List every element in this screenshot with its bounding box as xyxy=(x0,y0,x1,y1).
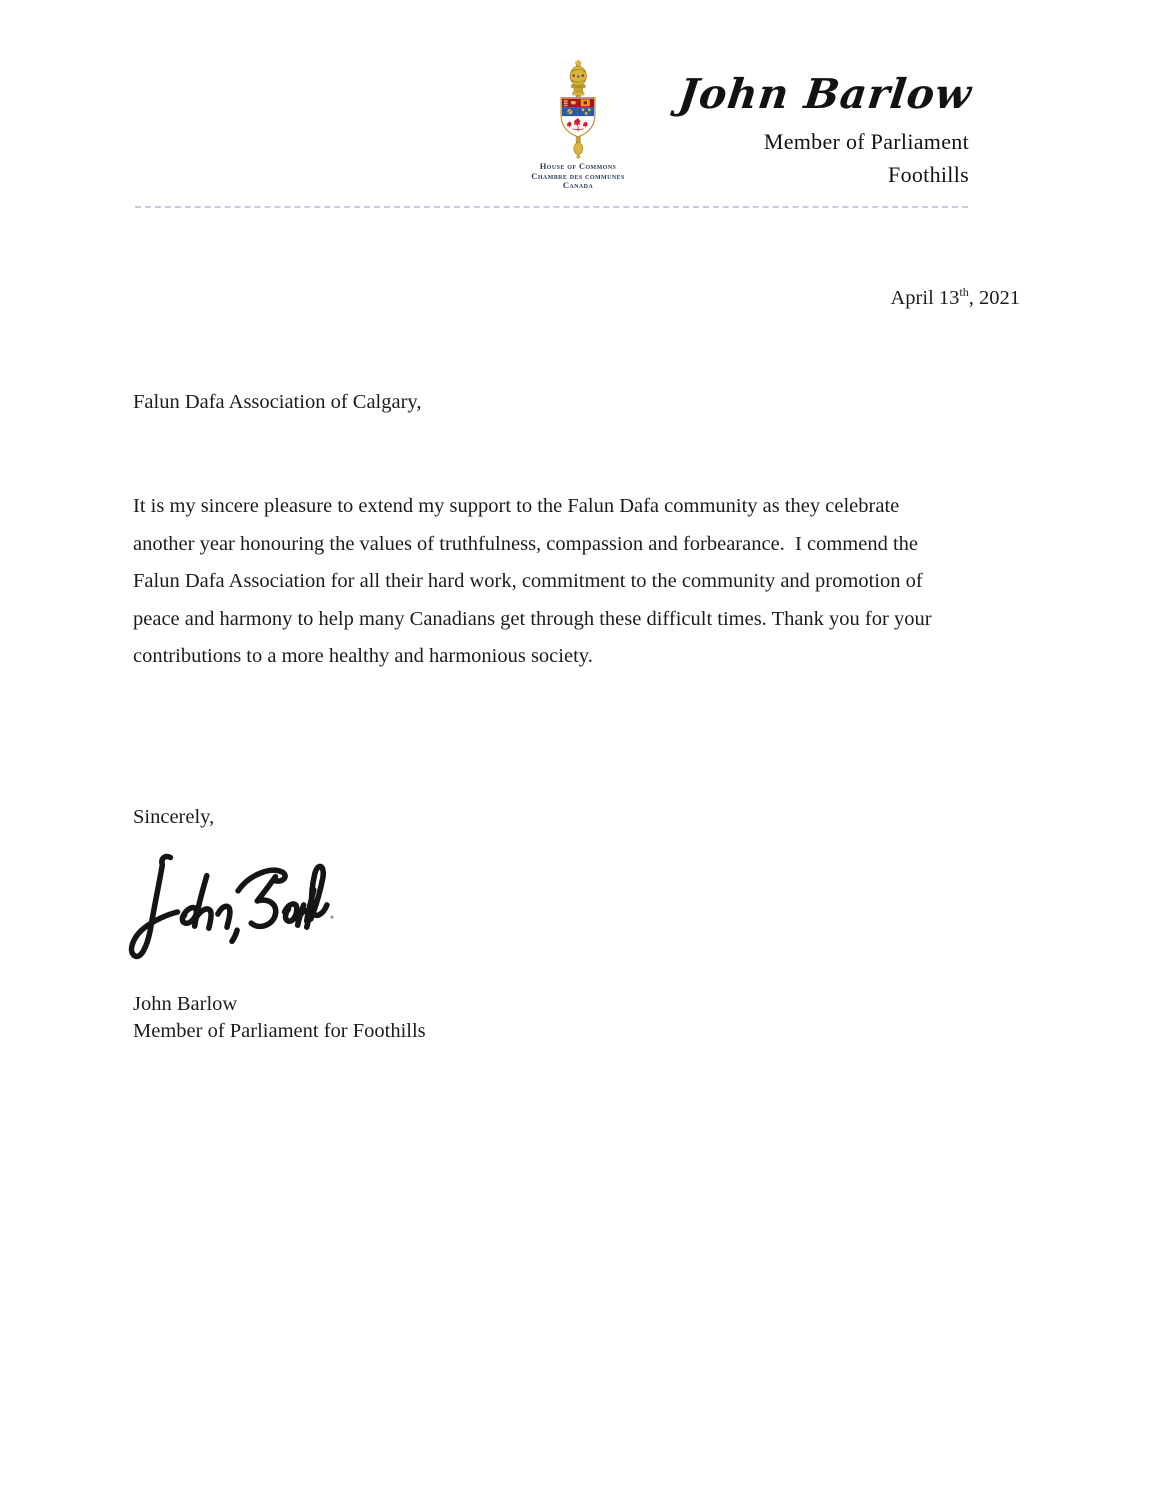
signatory-name: John Barlow xyxy=(133,993,238,1015)
signatory-title: Member of Parliament for Foothills xyxy=(133,1020,426,1042)
body-line: Falun Dafa Association for all their hard work, commitment to the community and promotion of xyxy=(133,570,923,592)
ink-dot xyxy=(330,915,333,918)
crest-caption-line-canada: Canada xyxy=(562,180,594,190)
house-of-commons-crest-icon xyxy=(545,60,611,160)
date-line xyxy=(891,287,1021,310)
member-riding: Foothills xyxy=(888,162,969,187)
crest-caption-line-en: House of Commons xyxy=(539,161,617,171)
letterhead-crest-block xyxy=(506,60,650,191)
crest-caption-line-fr: Chambre des communes xyxy=(531,170,625,181)
date-ordinal: th xyxy=(959,285,969,300)
date-year: , 2021 xyxy=(968,287,1020,309)
body-line: contributions to a more healthy and harmonious society. xyxy=(133,645,593,667)
member-name-script: John Barlow xyxy=(676,70,975,118)
crest-caption xyxy=(506,162,650,191)
member-identity-block xyxy=(676,70,975,187)
member-title: Member of Parliament xyxy=(763,129,969,154)
letter-body xyxy=(133,488,1033,676)
date-day: April 13 xyxy=(890,287,960,309)
recipient-line: Falun Dafa Association of Calgary, xyxy=(133,391,422,413)
body-line: another year honouring the values of truthfulness, compassion and forbearance. I commend the xyxy=(133,532,919,555)
closing-line: Sincerely, xyxy=(133,806,215,828)
body-line: It is my sincere pleasure to extend my support to the Falun Dafa community as they celebrate xyxy=(133,495,900,517)
handwritten-signature-icon xyxy=(124,847,336,969)
signature-block xyxy=(133,991,426,1045)
letterhead-divider xyxy=(135,206,968,208)
body-line: peace and harmony to help many Canadians get through these difficult times. Thank you for your xyxy=(133,607,932,630)
